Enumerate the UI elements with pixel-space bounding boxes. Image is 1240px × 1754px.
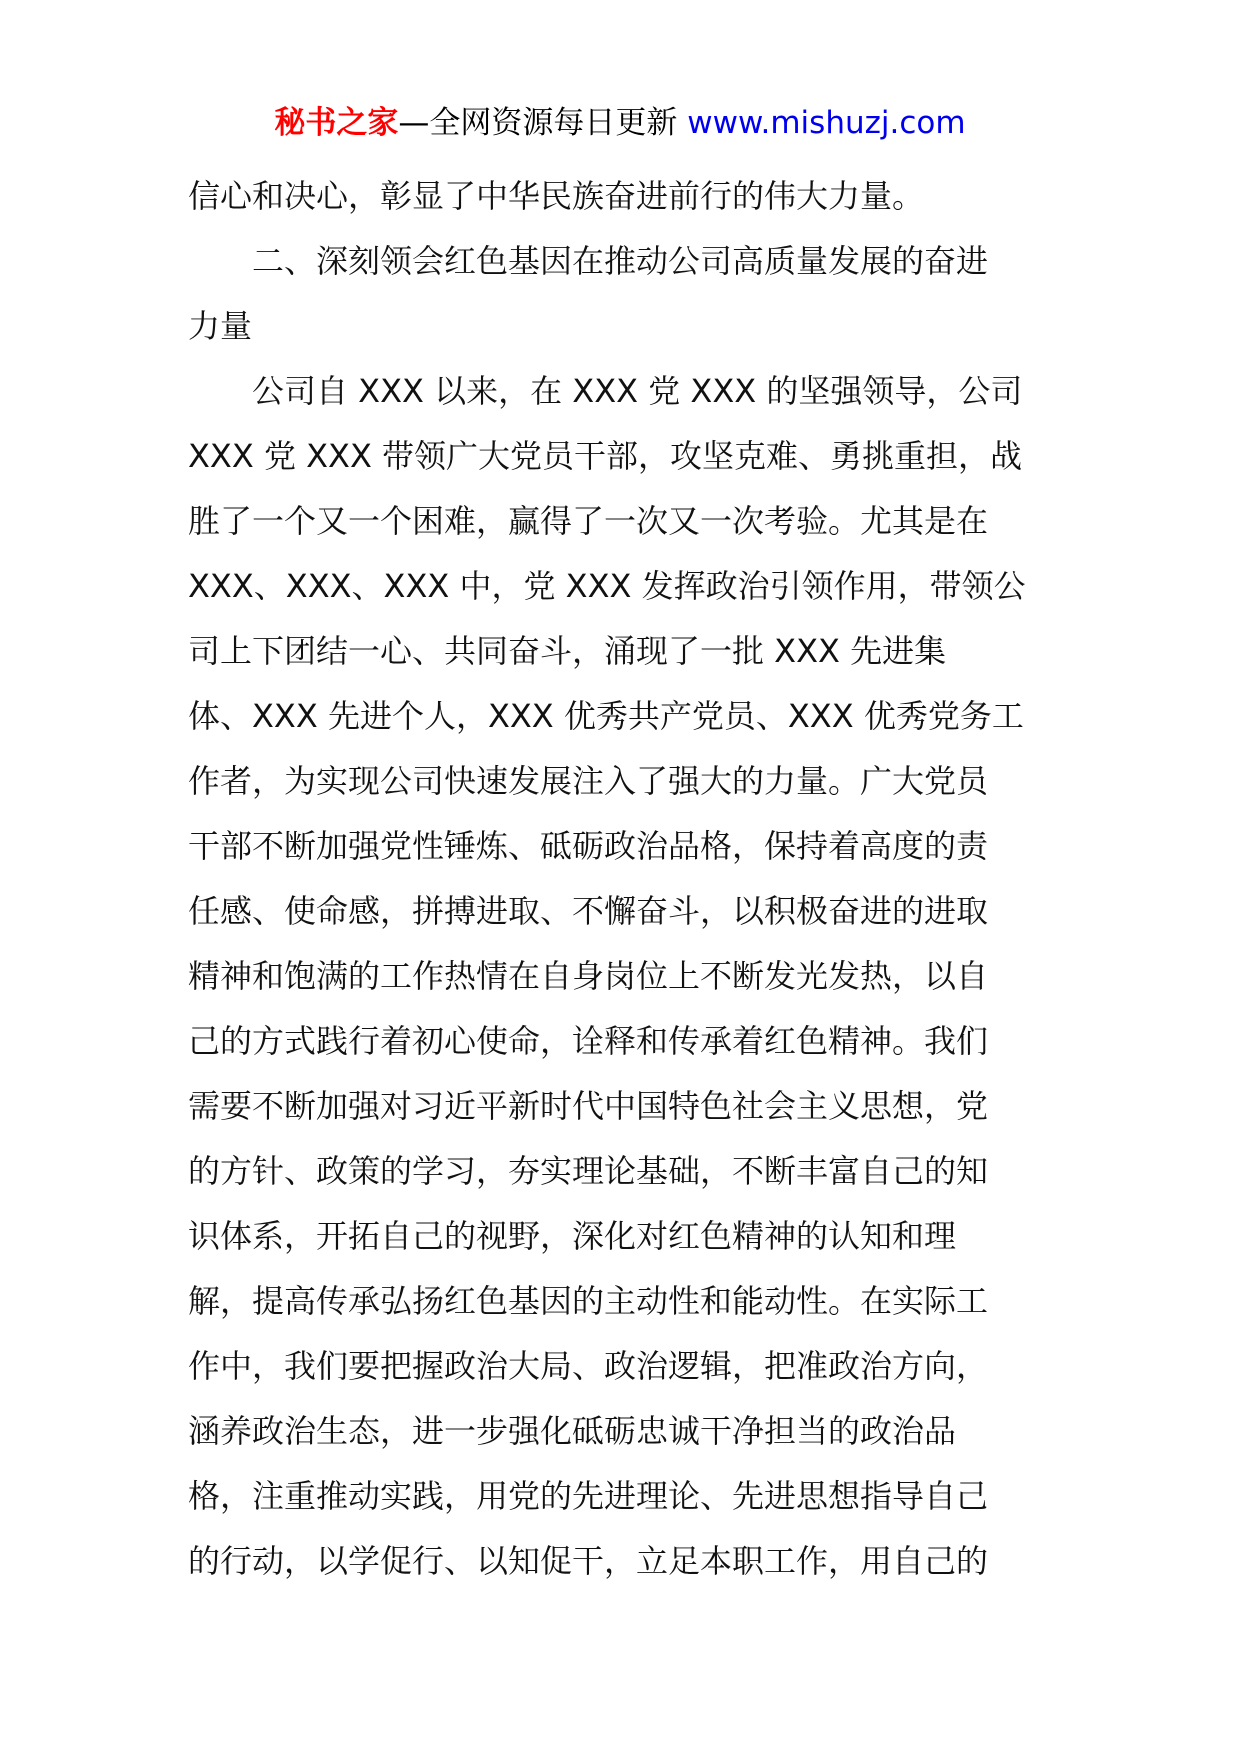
text-line: 己的方式践行着初心使命，诠释和传承着红色精神。我们 xyxy=(188,1022,989,1060)
text-line: XXX、XXX、XXX 中，党 XXX 发挥政治引领作用，带领公 xyxy=(188,567,1026,605)
section-heading-line: 二、深刻领会红色基因在推动公司高质量发展的奋进 xyxy=(252,242,989,280)
section-heading-line: 力量 xyxy=(188,307,253,345)
text-line: 涵养政治生态，进一步强化砥砺忠诚干净担当的政治品 xyxy=(188,1412,957,1450)
text-line: 公司自 XXX 以来，在 XXX 党 XXX 的坚强领导，公司 xyxy=(252,372,1023,410)
text-line: 精神和饱满的工作热情在自身岗位上不断发光发热，以自 xyxy=(188,957,989,995)
text-line: 司上下团结一心、共同奋斗，涌现了一批 XXX 先进集 xyxy=(188,632,947,670)
document-body xyxy=(188,164,1060,1594)
site-url-link[interactable]: www.mishuzj.com xyxy=(687,105,966,141)
text-line: 体、XXX 先进个人，XXX 优秀共产党员、XXX 优秀党务工 xyxy=(188,697,1024,735)
text-line: XXX 党 XXX 带领广大党员干部，攻坚克难、勇挑重担，战 xyxy=(188,437,1023,475)
text-line: 解，提高传承弘扬红色基因的主动性和能动性。在实际工 xyxy=(188,1282,989,1320)
text-line: 干部不断加强党性锤炼、砥砺政治品格，保持着高度的责 xyxy=(188,827,989,865)
text-line: 任感、使命感，拼搏进取、不懈奋斗，以积极奋进的进取 xyxy=(188,892,989,930)
site-header xyxy=(0,103,1240,143)
text-line: 需要不断加强对习近平新时代中国特色社会主义思想，党 xyxy=(188,1087,989,1125)
header-tagline: —全网资源每日更新 xyxy=(398,105,678,141)
text-line: 作中，我们要把握政治大局、政治逻辑，把准政治方向， xyxy=(188,1347,989,1385)
text-line: 的行动，以学促行、以知促干，立足本职工作，用自己的 xyxy=(188,1542,989,1580)
text-line: 识体系，开拓自己的视野，深化对红色精神的认知和理 xyxy=(188,1217,957,1255)
text-line: 胜了一个又一个困难，赢得了一次又一次考验。尤其是在 xyxy=(188,502,989,540)
text-line: 信心和决心，彰显了中华民族奋进前行的伟大力量。 xyxy=(188,177,925,215)
text-line: 格，注重推动实践，用党的先进理论、先进思想指导自己 xyxy=(188,1477,989,1515)
brand-name: 秘书之家 xyxy=(274,105,399,141)
text-line: 作者，为实现公司快速发展注入了强大的力量。广大党员 xyxy=(188,762,989,800)
text-line: 的方针、政策的学习，夯实理论基础，不断丰富自己的知 xyxy=(188,1152,989,1190)
